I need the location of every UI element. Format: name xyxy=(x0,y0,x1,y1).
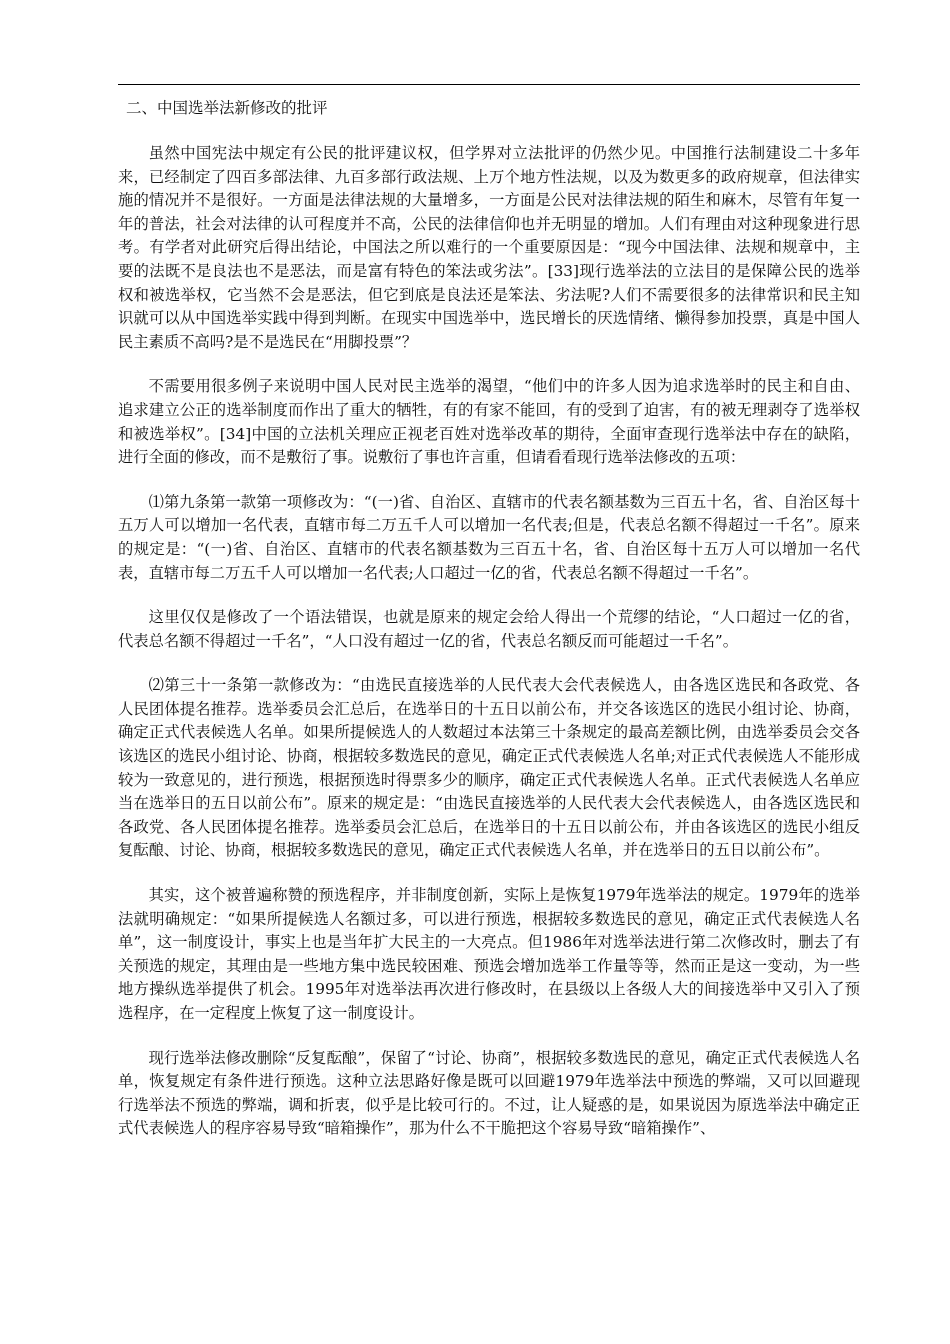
paragraph-democratic-aspiration: 不需要用很多例子来说明中国人民对民主选举的渴望，“他们中的许多人因为追求选举时的民主和自由、追求建立公正的选举制度而作出了重大的牺牲，有的有家不能回，有的受到了迫害，有的被无理剥夺了选举权和被选举权”。[34]中国的立法机关理应正视老百姓对选举改革的期待，全面审查现行选举法中存在的缺陷，进行全面的修改，而不是敷衍了事。说敷衍了事也许言重，但请看看现行选举法修改的五项： xyxy=(118,377,860,467)
paragraph-legislative-criticism: 虽然中国宪法中规定有公民的批评建议权，但学界对立法批评的仍然少见。中国推行法制建设二十多年来，已经制定了四百多部法律、九百多部行政法规、上万个地方性法规，以及为数更多的政府规章，但法律实施的情况并不是很好。一方面是法律法规的大量增多，一方面是公民对法律法规的陌生和麻木，尽管有年复一年的普法，社会对法律的认可程度并不高，公民的法律信仰也并无明显的增加。人们有理由对这种现象进行思考。有学者对此研究后得出结论，中国法之所以难行的一个重要原因是：“现今中国法律、法规和规章中，主要的法既不是良法也不是恶法，而是富有特色的笨法或劣法”。[33]现行选举法的立法目的是保障公民的选举权和被选举权，它当然不会是恶法，但它到底是良法还是笨法、劣法呢?人们不需要很多的法律常识和民主知识就可以从中国选举实践中得到判断。在现实中国选举中，选民增长的厌选情绪、懒得参加投票，真是中国人民主素质不高吗?是不是选民在“用脚投票”？ xyxy=(118,144,860,351)
paragraph-amendment-article-31: ⑵第三十一条第一款修改为：“由选民直接选举的人民代表大会代表候选人，由各选区选民和各政党、各人民团体提名推荐。选举委员会汇总后，在选举日的十五日以前公布，并交各该选区的选民小组讨论、协商，确定正式代表候选人名单。如果所提候选人的人数超过本法第三十条规定的最高差额比例，由选举委员会交各该选区的选民小组讨论、协商，根据较多数选民的意见，确定正式代表候选人名单;对正式代表候选人不能形成较为一致意见的，进行预选，根据预选时得票多少的顺序，确定正式代表候选人名单。正式代表候选人名单应当在选举日的五日以前公布”。原来的规定是：“由选民直接选举的人民代表大会代表候选人，由各选区选民和各政党、各人民团体提名推荐。选举委员会汇总后，在选举日的十五日以前公布，并由各该选区的选民小组反复酝酿、讨论、协商，根据较多数选民的意见，确定正式代表候选人名单，并在选举日的五日以前公布”。 xyxy=(118,676,860,860)
paragraph-preselection-history: 其实，这个被普遍称赞的预选程序，并非制度创新，实际上是恢复1979年选举法的规定。1979年的选举法就明确规定：“如果所提候选人名额过多，可以进行预选，根据较多数选民的意见，确定正式代表候选人名单”，这一制度设计，事实上也是当年扩大民主的一大亮点。但1986年对选举法进行第二次修改时，删去了有关预选的规定，其理由是一些地方集中选民较困难、预选会增加选举工作量等等，然而正是这一变动，为一些地方操纵选举提供了机会。1995年对选举法再次进行修改时，在县级以上各级人大的间接选举中又引入了预选程序，在一定程度上恢复了这一制度设计。 xyxy=(118,886,860,1022)
section-heading: 二、中国选举法新修改的批评 xyxy=(126,99,328,117)
document-body xyxy=(118,96,860,1162)
header-rule xyxy=(118,84,860,85)
paragraph-grammar-fix: 这里仅仅是修改了一个语法错误，也就是原来的规定会给人得出一个荒缪的结论，“人口超过一亿的省，代表总名额不得超过一千名”，“人口没有超过一亿的省，代表总名额反而可能超过一千名”。 xyxy=(118,608,860,650)
paragraph-current-amendment-analysis: 现行选举法修改删除“反复酝酿”，保留了“讨论、协商”，根据较多数选民的意见，确定正式代表候选人名单，恢复规定有条件进行预选。这种立法思路好像是既可以回避1979年选举法中预选的弊端，又可以回避现行选举法不预选的弊端，调和折衷，似乎是比较可行的。不过，让人疑惑的是，如果说因为原选举法中确定正式代表候选人的程序容易导致“暗箱操作”，那为什么不干脆把这个容易导致“暗箱操作”、 xyxy=(118,1048,860,1138)
paragraph-amendment-article-9: ⑴第九条第一款第一项修改为：“(一)省、自治区、直辖市的代表名额基数为三百五十名，省、自治区每十五万人可以增加一名代表，直辖市每二万五千人可以增加一名代表;但是，代表总名额不得超过一千名”。原来的规定是：“(一)省、自治区、直辖市的代表名额基数为三百五十名，省、自治区每十五万人可以增加一名代表，直辖市每二万五千人可以增加一名代表;人口超过一亿的省，代表总名额不得超过一千名”。 xyxy=(118,492,860,582)
